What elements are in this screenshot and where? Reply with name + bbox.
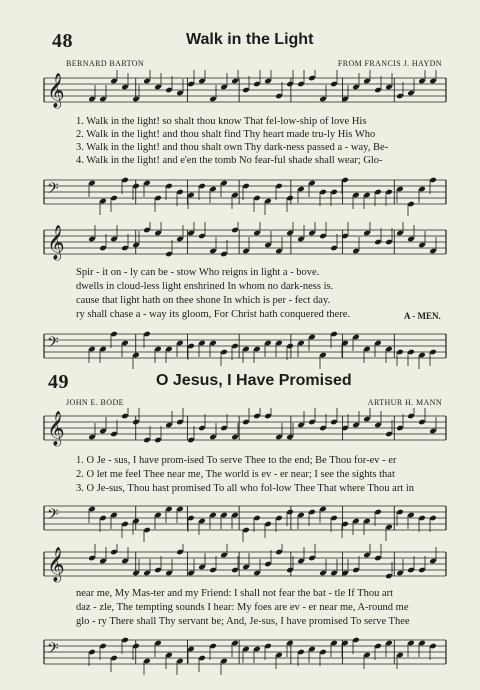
treble-clef-icon: 𝄞 [47, 73, 65, 108]
bass-staff [0, 326, 480, 370]
verse-line: dwells in cloud-less light enshrined In whom no dark-ness is. [76, 281, 334, 292]
verse-line: near me, My Mas-ter and my Friend: I shall not fear the bat - tle If Thou art [76, 588, 394, 599]
verse-line: glo - ry There shall Thy servant be; And, Je-sus, I have promised To serve Thee [76, 616, 410, 627]
verse-line: ry shall chase a - way its gloom, For Christ hath conquered there. [76, 309, 351, 320]
bass-staff [0, 498, 480, 542]
verse-line: 2. O let me feel Thee near me, The world is ev - er near; I see the sights that [76, 469, 395, 480]
verse-line: 3. Walk in the light! and thou shalt own Thy dark-ness passed a - way, Be- [76, 142, 389, 153]
composer-credit: ARTHUR H. MANN [367, 398, 442, 407]
author-credit: BERNARD BARTON [66, 59, 145, 68]
treble-clef-icon: 𝄞 [47, 547, 65, 582]
verse-line: daz - zle, The tempting sounds I hear: My foes are ev - er near me, A-round me [76, 602, 409, 613]
bass-clef-icon: 𝄢 [47, 180, 59, 201]
author-credit: JOHN E. BODE [66, 398, 124, 407]
bass-clef-icon: 𝄢 [47, 334, 59, 355]
verse-line: 1. Walk in the light! so shalt thou know That fel-low-ship of love His [76, 116, 367, 127]
hymn-number: 49 [48, 371, 69, 393]
treble-staff [0, 408, 480, 452]
bass-clef-icon: 𝄢 [47, 640, 59, 661]
amen-text: A - MEN. [404, 311, 441, 321]
verse-line: 1. O Je - sus, I have prom-ised To serve Thee to the end; Be Thou for-ev - er [76, 455, 397, 466]
treble-staff [0, 70, 480, 114]
treble-staff [0, 222, 480, 266]
bass-staff [0, 632, 480, 676]
composer-credit: FROM FRANCIS J. HAYDN [337, 59, 442, 68]
hymn-number: 48 [52, 30, 73, 52]
treble-staff [0, 544, 480, 588]
verse-line: 4. Walk in the light! and e'en the tomb No fear-ful shade shall wear; Glo- [76, 155, 383, 166]
verse-line: 2. Walk in the light! and thou shalt find Thy heart made tru-ly His Who [76, 129, 376, 140]
verse-line: Spir - it on - ly can be - stow Who reigns in light a - bove. [76, 267, 320, 278]
treble-clef-icon: 𝄞 [47, 225, 65, 260]
hymn-title: O Jesus, I Have Promised [156, 372, 352, 389]
bass-staff [0, 172, 480, 216]
verse-line: cause that light hath on thee shone In which is per - fect day. [76, 295, 331, 306]
bass-clef-icon: 𝄢 [47, 506, 59, 527]
treble-clef-icon: 𝄞 [47, 411, 65, 446]
verse-line: 3. O Je-sus, Thou hast promised To all who fol-low Thee That where Thou art in [76, 483, 415, 494]
hymn-title: Walk in the Light [186, 31, 314, 48]
